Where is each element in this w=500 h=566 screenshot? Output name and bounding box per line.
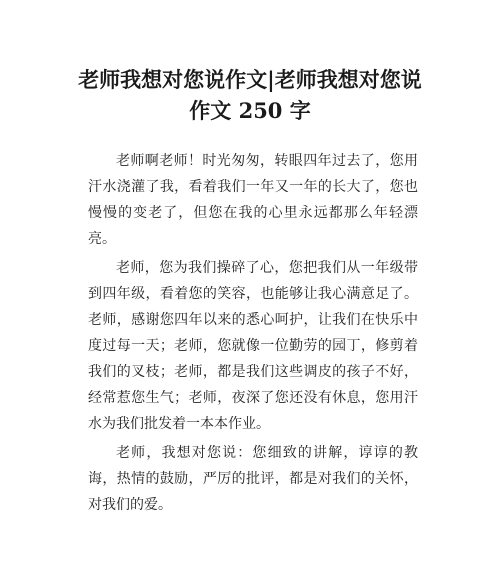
- document-title: 老师我想对您说作文|老师我想对您说作文 250 字: [78, 67, 422, 123]
- paragraph-2: 老师，您为我们操碎了心，您把我们从一年级带到四年级，看着您的笑容，也能够让我心满意足了。老师，感谢您四年以来的悉心呵护，让我们在快乐中度过每一天；老师，您就像一位勤劳的园丁，修剪着我们的叉枝；老师，都是我们这些调皮的孩子不好，经常惹您生气；老师，夜深了您还没有休息，您用汗水为我们批发着一本本作业。: [88, 260, 418, 432]
- paragraph-1: 老师啊老师！时光匆匆，转眼四年过去了，您用汗水浇灌了我，看着我们一年又一年的长大了，您也慢慢的变老了，但您在我的心里永远都那么年轻漂亮。: [88, 153, 418, 247]
- paragraph-3: 老师，我想对您说：您细致的讲解，谆谆的教诲，热情的鼓励，严厉的批评，都是对我们的关怀，对我们的爱。: [88, 445, 418, 513]
- document-body: [88, 148, 418, 521]
